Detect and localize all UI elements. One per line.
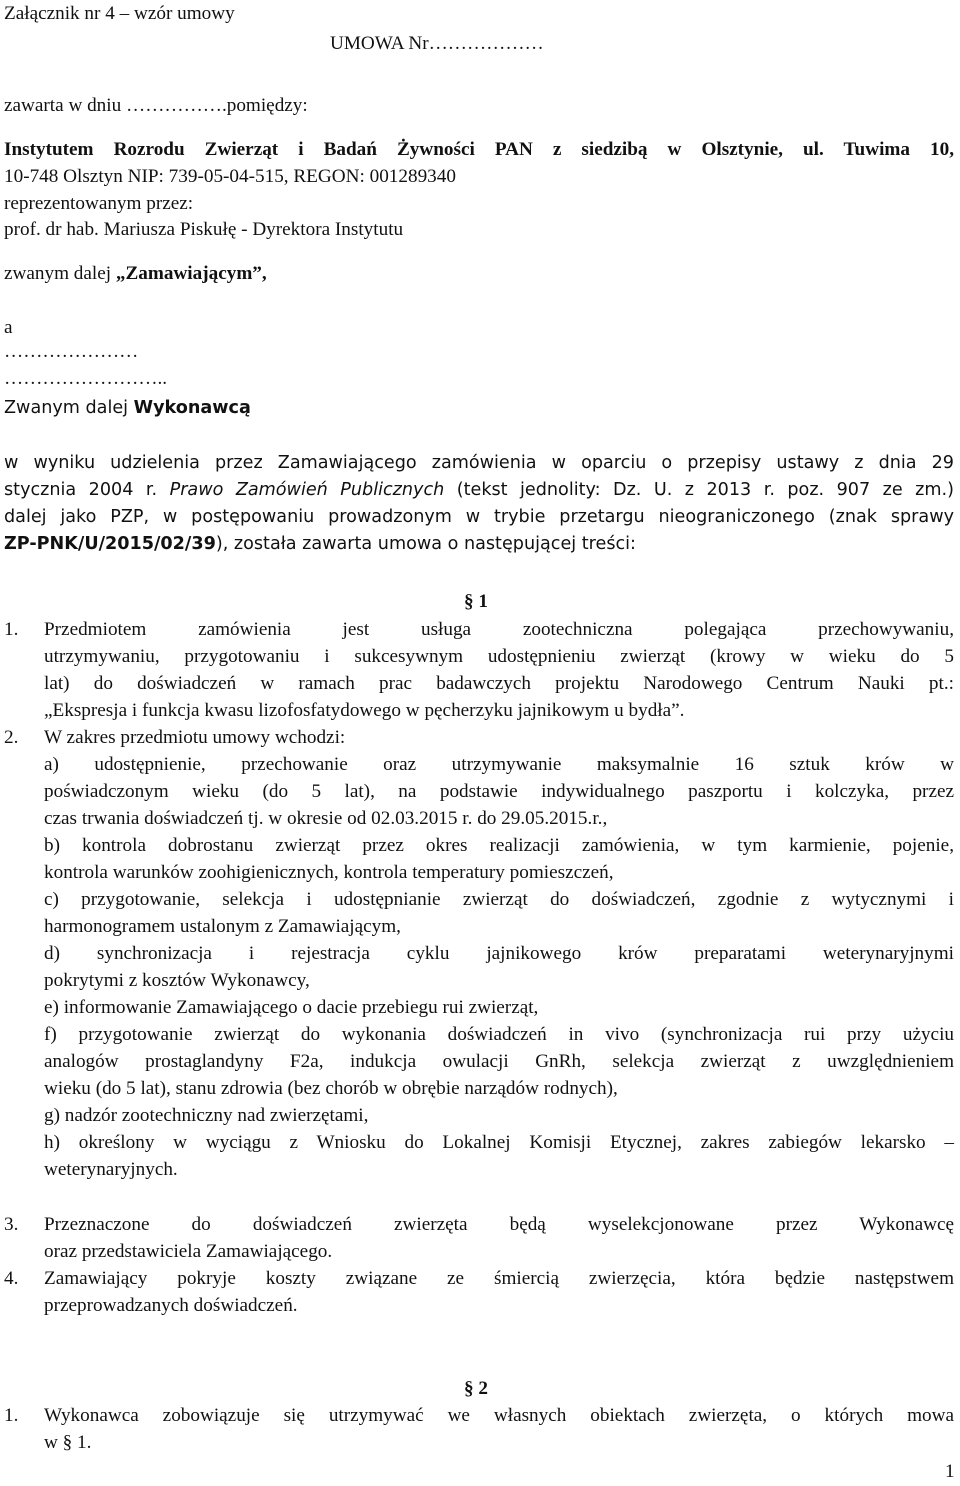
preamble-line-3: dalej jako PZP, w postępowaniu prowadzonym w trybie przetargu nieograniczonego (znak sprawy	[4, 507, 954, 527]
s2-item-1-number: 1.	[4, 1405, 19, 1426]
s1-item-4-line-2: przeprowadzanych doświadczeń.	[44, 1295, 298, 1316]
represented-by: reprezentowanym przez:	[4, 193, 194, 214]
s1-point-c-line-1: c) przygotowanie, selekcja i udostępnianie zwierząt do doświadczeń, zgodnie z wytycznymi i	[44, 889, 954, 910]
s1-point-g-line-1: g) nadzór zootechniczny nad zwierzętami,	[44, 1105, 369, 1126]
s1-item-1-line-2: utrzymywaniu, przygotowaniu i sukcesywnym udostępnieniu zwierząt (krowy w wieku do 5	[44, 646, 954, 667]
preamble-line-4	[4, 531, 636, 558]
attachment-label: Załącznik nr 4 – wzór umowy	[4, 3, 235, 24]
contractor-name: Wykonawcą	[133, 398, 251, 418]
s1-item-1-number: 1.	[4, 619, 19, 640]
s1-item-3-line-2: oraz przedstawiciela Zamawiającego.	[44, 1241, 333, 1262]
s1-point-h-line-1: h) określony w wyciągu z Wniosku do Lokalnej Komisji Etycznej, zakres zabiegów lekarsko –	[44, 1132, 954, 1153]
s1-point-f-line-3: wieku (do 5 lat), stanu zdrowia (bez chorób w obrębie narządów rodnych),	[44, 1078, 618, 1099]
contract-title: UMOWA Nr………………	[330, 33, 544, 54]
s1-point-a-line-2: poświadczonym wieku (do 5 lat), na podstawie indywidualnego paszportu i kolczyka, przez	[44, 781, 954, 802]
s1-project-title: „Ekspresja i funkcja kwasu lizofosfatydowego w pęcherzyku jajnikowym u bydła”.	[44, 700, 685, 721]
preamble-line-2	[4, 477, 954, 504]
preamble-line-2-end: (tekst jednolity: Dz. U. z 2013 r. poz. 907 ze zm.)	[444, 480, 954, 500]
s1-point-b-line-1: b) kontrola dobrostanu zwierząt przez okres realizacji zamówienia, w tym karmienie, pojenie,	[44, 835, 954, 856]
institute-line-2: 10-748 Olsztyn NIP: 739-05-04-515, REGON: 001289340	[4, 166, 456, 187]
s1-point-f-line-1: f) przygotowanie zwierząt do wykonania doświadczeń in vivo (synchronizacja rui przy użyciu	[44, 1024, 954, 1045]
s1-item-2-number: 2.	[4, 727, 19, 748]
client-designation	[4, 260, 267, 287]
institute-line-1: Instytutem Rozrodu Zwierząt i Badań Żywności PAN z siedzibą w Olsztynie, ul. Tuwima 10,	[4, 139, 954, 160]
preamble-line-1: w wyniku udzielenia przez Zamawiającego zamówienia w oparciu o przepisy ustawy z dnia 29	[4, 453, 954, 473]
s2-item-1-line-1: Wykonawca zobowiązuje się utrzymywać we własnych obiektach zwierzęta, o których mowa	[44, 1405, 954, 1426]
s1-item-4-number: 4.	[4, 1268, 19, 1289]
section-1-heading: § 1	[464, 591, 488, 612]
director-line: prof. dr hab. Mariusza Piskułę - Dyrektora Instytutu	[4, 219, 404, 240]
section-2-heading: § 2	[464, 1378, 488, 1399]
s1-point-d-line-1: d) synchronizacja i rejestracja cyklu jajnikowego krów preparatami weterynaryjnymi	[44, 943, 954, 964]
law-title: Prawo Zamówień Publicznych	[169, 480, 445, 500]
s1-point-d-line-2: pokrytymi z kosztów Wykonawcy,	[44, 970, 310, 991]
contractor-designation-prefix: Zwanym dalej	[4, 398, 134, 418]
s1-point-f-line-2: analogów prostaglandyny F2a, indukcja owulacji GnRh, selekcja zwierząt z uwzględnieniem	[44, 1051, 954, 1072]
and-conjunction: a	[4, 317, 13, 338]
s1-item-3-number: 3.	[4, 1214, 19, 1235]
client-name: „Zamawiającym”,	[115, 263, 267, 284]
contractor-designation	[4, 395, 251, 422]
s1-point-e-line-1: e) informowanie Zamawiającego o dacie przebiegu rui zwierząt,	[44, 997, 539, 1018]
preamble-line-2-start: stycznia 2004 r.	[4, 480, 170, 500]
s1-point-a-line-3: czas trwania doświadczeń tj. w okresie od 02.03.2015 r. do 29.05.2015.r.,	[44, 808, 608, 829]
concluded-date-line: zawarta w dniu …………….pomiędzy:	[4, 95, 308, 116]
contractor-placeholder-1: …………………	[4, 341, 139, 362]
s1-item-2-line-1: W zakres przedmiotu umowy wchodzi:	[44, 727, 346, 748]
s1-point-h-line-2: weterynaryjnych.	[44, 1159, 178, 1180]
s1-item-1-line-1: Przedmiotem zamówienia jest usługa zootechniczna polegająca przechowywaniu,	[44, 619, 954, 640]
s1-point-b-line-2: kontrola warunków zoohigienicznych, kontrola temperatury pomieszczeń,	[44, 862, 614, 883]
s1-item-4-line-1: Zamawiający pokryje koszty związane ze śmiercią zwierzęcia, która będzie następstwem	[44, 1268, 954, 1289]
s1-item-1-line-3: lat) do doświadczeń w ramach prac badawczych projektu Narodowego Centrum Nauki pt.:	[44, 673, 954, 694]
s1-point-a-line-1: a) udostępnienie, przechowanie oraz utrzymywanie maksymalnie 16 sztuk krów w	[44, 754, 954, 775]
s2-item-1-line-2: w § 1.	[44, 1432, 92, 1453]
preamble-line-4-end: ), została zawarta umowa o następującej treści:	[215, 534, 636, 554]
case-reference: ZP-PNK/U/2015/02/39	[4, 534, 216, 554]
s1-point-c-line-2: harmonogramem ustalonym z Zamawiającym,	[44, 916, 401, 937]
client-designation-prefix: zwanym dalej	[4, 263, 116, 284]
page-number: 1	[945, 1461, 955, 1482]
s1-item-3-line-1: Przeznaczone do doświadczeń zwierzęta będą wyselekcjonowane przez Wykonawcę	[44, 1214, 954, 1235]
contractor-placeholder-2: ……………………..	[4, 368, 168, 389]
